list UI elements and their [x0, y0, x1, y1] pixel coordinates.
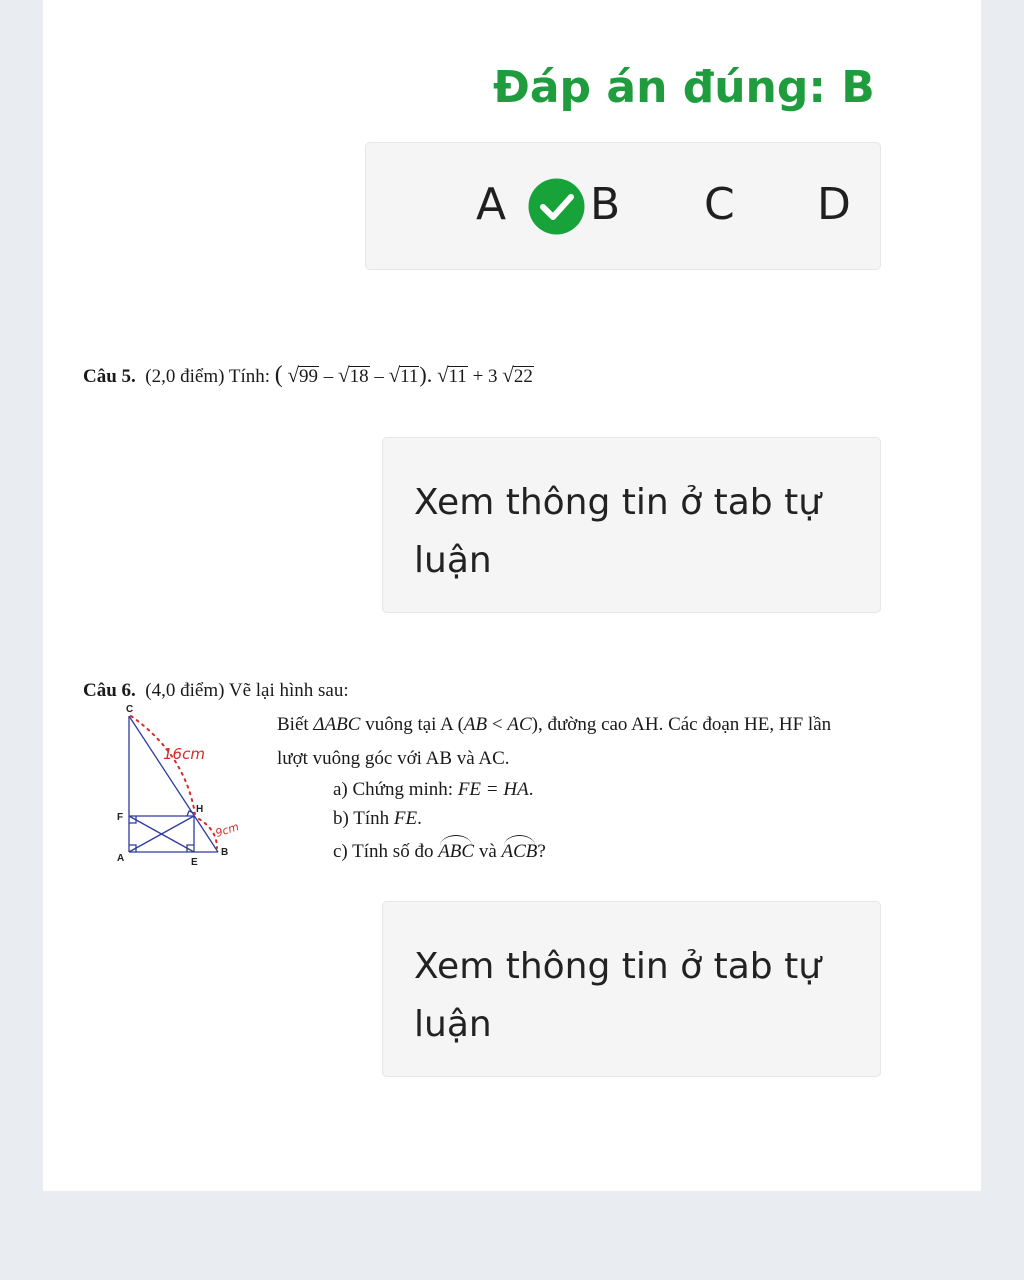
answer-choices — [365, 142, 881, 270]
length-ch-annotation: 16cm — [163, 745, 205, 763]
choice-b[interactable]: B — [590, 179, 621, 230]
info-box-q6 — [382, 901, 881, 1077]
subquestion-a: a) Chứng minh: FE = HA. — [333, 779, 534, 800]
question-5: Câu 5. (2,0 điểm) Tính: ( √99 – √18 – √11). √11 + 3 √22 — [83, 362, 533, 388]
label-e: E — [191, 857, 198, 868]
choice-a[interactable]: A — [476, 179, 507, 230]
choice-c[interactable]: C — [704, 179, 735, 230]
choice-d[interactable]: D — [817, 179, 851, 230]
correct-answer-title: Đáp án đúng: B — [493, 62, 875, 113]
triangle-figure — [113, 702, 253, 872]
subquestion-b: b) Tính FE. — [333, 808, 422, 829]
info-box-q5 — [382, 437, 881, 613]
label-a: A — [117, 853, 125, 864]
subquestion-c: c) Tính số đo ABC và ACB? — [333, 837, 546, 863]
label-f: F — [117, 812, 124, 823]
quiz-page — [43, 0, 981, 1191]
problem-statement-line2: lượt vuông góc với AB và AC. — [277, 748, 510, 769]
length-hb-annotation: 9cm — [213, 820, 241, 840]
info-text: Xem thông tin ở tab tự luận — [414, 946, 822, 1045]
question-6 — [83, 680, 349, 702]
question-points: (2,0 điểm) Tính: — [145, 366, 271, 387]
angle-acb: ACB — [502, 837, 538, 863]
question-header: (4,0 điểm) Vẽ lại hình sau: — [145, 680, 349, 701]
angle-abc: ABC — [438, 837, 474, 863]
check-icon — [528, 178, 585, 235]
problem-statement-line1: Biết ΔABC vuông tại A (AB < AC), đường cao AH. Các đoạn HE, HF lần — [277, 714, 832, 735]
label-b: B — [221, 847, 229, 858]
label-h: H — [196, 804, 204, 815]
label-c: C — [126, 704, 134, 715]
info-text: Xem thông tin ở tab tự luận — [414, 482, 822, 581]
question-number: Câu 5. — [83, 366, 136, 387]
question-number: Câu 6. — [83, 680, 136, 701]
